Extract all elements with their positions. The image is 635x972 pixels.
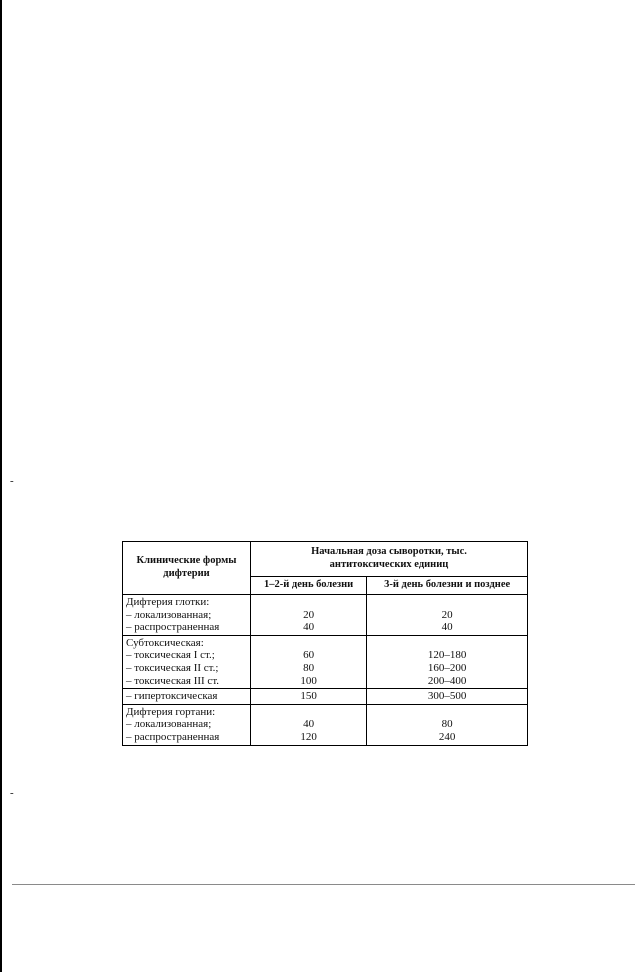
form-label: – локализованная; [126, 718, 212, 731]
dose-value: 60 [303, 649, 315, 662]
dose-cell-days-1-2 [251, 635, 367, 688]
header-initial-dose [251, 542, 528, 577]
margin-dash-mark: - [10, 475, 14, 487]
header-days-1-2: 1–2-й день болезни [251, 577, 367, 595]
dose-value: 80 [441, 718, 453, 731]
dose-value: 100 [300, 674, 317, 687]
table-row [123, 704, 528, 745]
form-label: – токсическая III ст. [126, 674, 220, 687]
spacer [254, 596, 363, 609]
spacer [254, 637, 363, 650]
form-label: – распространенная [126, 621, 220, 634]
dose-value: 40 [303, 621, 315, 634]
form-label: – локализованная; [126, 608, 212, 621]
table-row [123, 635, 528, 688]
form-label: – токсическая II ст.; [126, 661, 219, 674]
header-clinical-forms [123, 542, 251, 595]
group-title: Дифтерия гортани: [126, 705, 216, 718]
spacer [370, 706, 524, 719]
dose-cell-days-1-2 [251, 689, 367, 705]
dose-cell-days-1-2 [251, 704, 367, 745]
dose-value: 240 [438, 730, 456, 743]
table-header-row [123, 542, 528, 577]
spacer [254, 706, 363, 719]
dose-cell-day-3 [367, 704, 528, 745]
margin-dash-mark: - [10, 787, 14, 799]
form-cell [123, 704, 251, 745]
header-dose-line-1: Начальная доза сыворотки, тыс. [311, 546, 467, 558]
dose-value: 120–180 [427, 649, 467, 662]
form-label: – токсическая I ст.; [126, 649, 215, 662]
form-label: – гипертоксическая [126, 690, 218, 703]
dose-value: 300–500 [427, 690, 467, 703]
header-forms-line-2: дифтерии [163, 568, 210, 579]
dose-value: 40 [303, 718, 315, 731]
dose-cell-day-3 [367, 635, 528, 688]
form-cell [123, 689, 251, 705]
page-left-border [0, 0, 2, 972]
table-row [123, 689, 528, 705]
table-row [123, 595, 528, 636]
dose-value: 20 [441, 608, 453, 621]
serum-dose-table [122, 541, 528, 746]
header-dose-line-2: антитоксических единиц [329, 559, 449, 570]
dose-value: 80 [303, 661, 315, 674]
dose-value: 120 [300, 730, 317, 743]
dose-value: 40 [441, 621, 453, 634]
dose-cell-days-1-2 [251, 595, 367, 636]
dose-value: 20 [303, 608, 315, 621]
page-bottom-divider [12, 884, 635, 885]
spacer [370, 596, 524, 609]
form-cell [123, 595, 251, 636]
group-title: Дифтерия глотки: [126, 596, 210, 608]
group-title: Субтоксическая: [126, 636, 204, 649]
dose-value: 160–200 [427, 661, 467, 674]
dose-cell-day-3 [367, 689, 528, 705]
form-label: – распространенная [126, 730, 220, 743]
header-day-3-later: 3-й день болезни и позднее [367, 577, 528, 595]
dose-cell-day-3 [367, 595, 528, 636]
dose-value: 200–400 [427, 674, 467, 687]
spacer [370, 637, 524, 650]
dose-value: 150 [300, 690, 317, 703]
form-cell [123, 635, 251, 688]
header-forms-line-1: Клинические формы [136, 555, 237, 567]
